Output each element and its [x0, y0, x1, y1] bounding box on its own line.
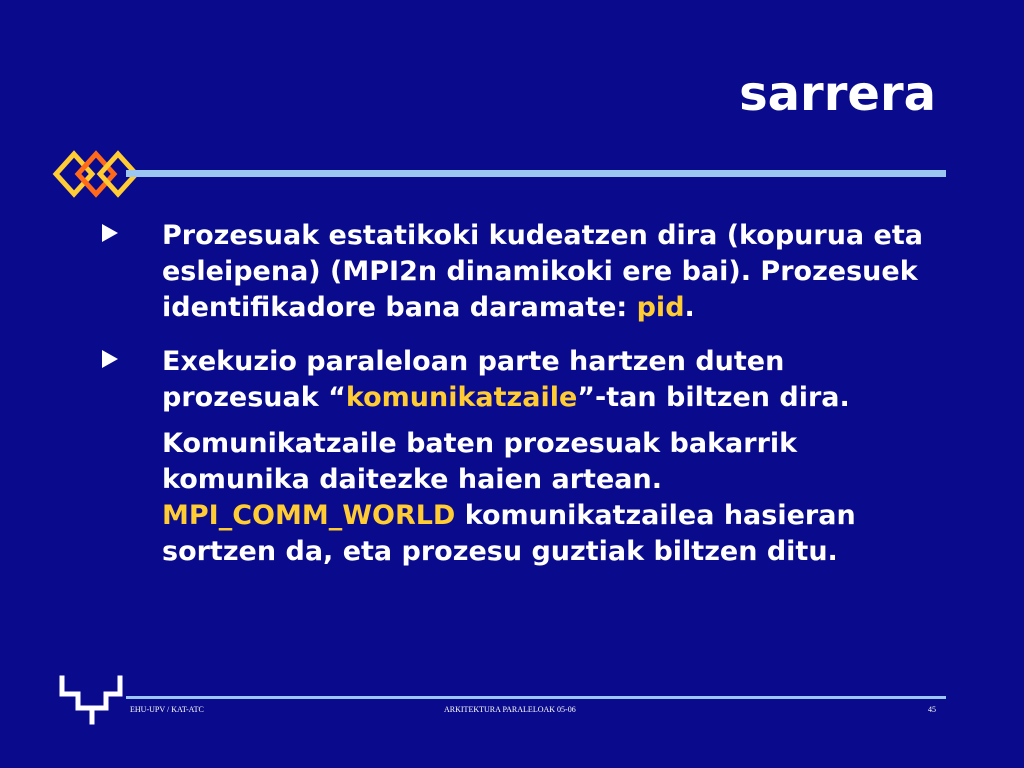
bullet-text-part: Prozesuak estatikoki kudeatzen dira (kopurua eta esleipena) (MPI2n dinamikoki ere bai). Prozesuek identifikadore bana daramate:: [162, 220, 923, 323]
footer-institution: EHU-UPV / KAT-ATC: [130, 705, 204, 714]
bullet-text-part: .: [684, 292, 695, 323]
triangle-bullet-icon: [102, 344, 162, 368]
bullet-text: [162, 344, 942, 416]
header-rule: [126, 170, 946, 177]
triangle-bullet-icon: [102, 218, 162, 242]
footer-course: ARKITEKTURA PARALELOAK 05-06: [444, 705, 576, 714]
bullet-text-part: Exekuzio paraleloan parte hartzen duten prozesuak “: [162, 346, 785, 413]
continuation-paragraph: [162, 426, 942, 570]
continuation-text: Komunikatzaile baten prozesuak bakarrik komunika daitezke haien artean.: [162, 428, 798, 495]
bullet-text-part: ”-tan biltzen dira.: [577, 382, 850, 413]
bullet-text: [162, 218, 942, 326]
pid-highlight: pid: [636, 292, 685, 323]
komunikatzaile-highlight: komunikatzaile: [345, 382, 578, 413]
slide-content: [102, 218, 942, 570]
slide-title: sarrera: [739, 66, 936, 122]
bullet-item-1: [102, 218, 942, 326]
university-logo-icon: [58, 674, 128, 726]
bullet-item-2: [102, 344, 942, 416]
footer-rule: [126, 696, 946, 699]
continuation-text: komunikatzailea hasieran sortzen da, eta prozesu guztiak biltzen ditu.: [162, 500, 856, 567]
mpi-comm-world-highlight: MPI_COMM_WORLD: [162, 500, 456, 531]
page-number: 45: [928, 705, 936, 714]
